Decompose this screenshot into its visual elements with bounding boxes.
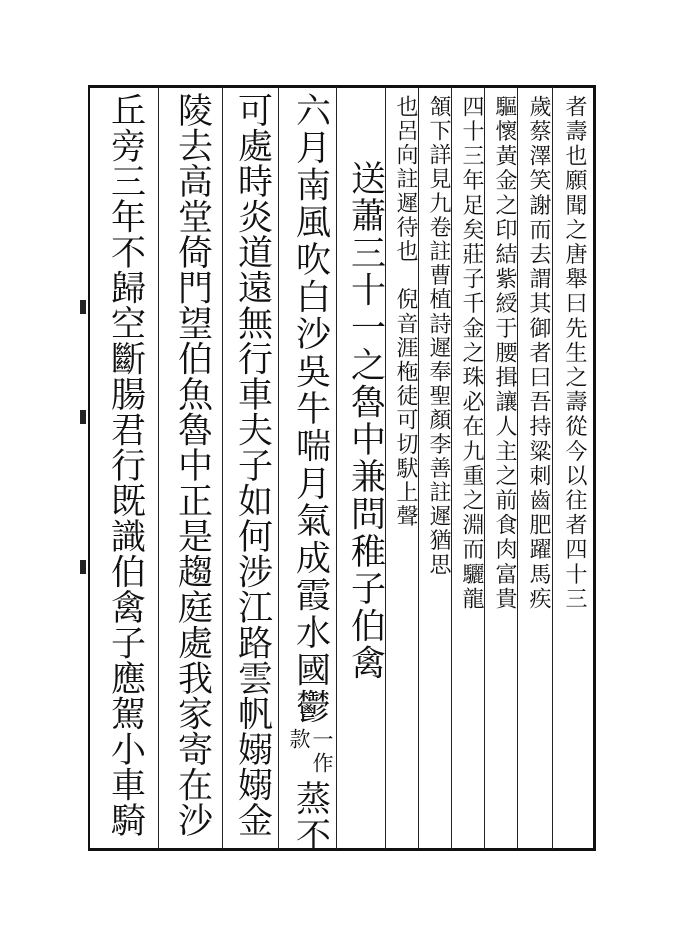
- column-text: 四十三年足矣莊子千金之珠必在九重之淵而驪龍: [459, 95, 484, 612]
- poem-line-column: [96, 92, 154, 837]
- column-rule: [222, 87, 223, 849]
- poem-line-text: 可處時炎道遠無行車夫子如何涉江路雲帆嫋嫋金: [232, 92, 273, 838]
- poem-title-column: [341, 160, 389, 905]
- column-text: 驅懷黃金之印結紫綬于腰揖讓人主之前食肉富貴: [492, 95, 517, 612]
- poem-line-column: [283, 92, 337, 855]
- poem-line-group: [288, 92, 332, 855]
- text-column-commentary: [521, 95, 555, 840]
- poem-line-text: 六月南風吹白沙吳牛喘月氣成霞水國鬱: [290, 92, 331, 727]
- poem-line-text: 陵去高堂倚門望伯魚魯中正是趨庭處我家寄在沙: [172, 92, 213, 838]
- inline-variant-note: [288, 728, 332, 776]
- text-column-commentary: [421, 95, 455, 840]
- poem-line-column: [164, 92, 220, 837]
- variant-note-part: 款: [287, 728, 311, 753]
- binding-edge-marks: [80, 300, 86, 600]
- poem-line-text: 丘旁三年不歸空斷腸君行既識伯禽子應駕小車騎: [105, 92, 146, 838]
- column-text: 頷下詳見九卷註曹植詩遲奉聖顏李善註遲猶思: [426, 95, 451, 577]
- poem-line-column: [225, 92, 279, 837]
- column-rule: [158, 87, 159, 849]
- text-column-commentary: [454, 95, 488, 840]
- column-text: 歲蔡澤笑謝而去謂其御者曰吾持粱刺齒肥躍馬疾: [526, 95, 551, 612]
- column-text: 者壽也願聞之唐舉曰先生之壽從今以往者四十三: [562, 95, 587, 612]
- column-text: 也呂向註遲待也 倪音涯柂徒可切䭾上聲: [393, 95, 418, 529]
- text-column-commentary: [557, 95, 591, 840]
- poem-line-tail: 蒸不: [290, 780, 331, 855]
- variant-note-part: 一作: [310, 728, 334, 777]
- text-column-commentary: [487, 95, 521, 840]
- poem-title: 送蕭三十一之魯中兼問稚子伯禽: [345, 160, 386, 683]
- text-column-commentary: [388, 95, 422, 840]
